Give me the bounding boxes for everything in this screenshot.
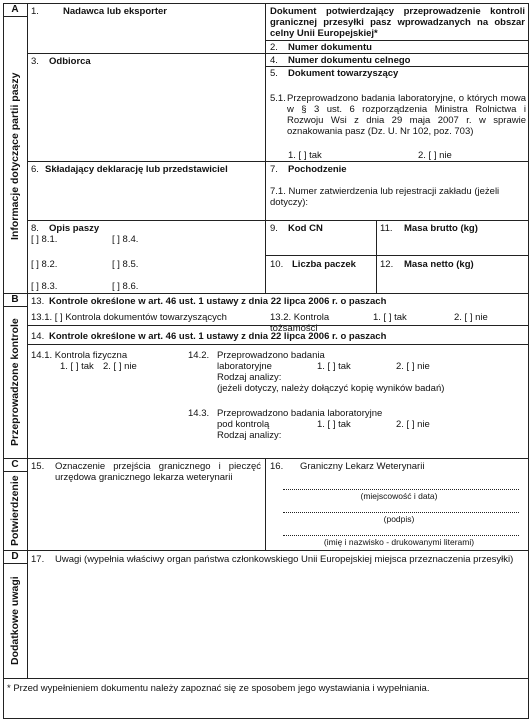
field-13-2-no[interactable]: 2. [ ] nie [454,312,488,323]
field-3-consignee[interactable]: 3. Odbiorca [31,56,91,67]
field-14-3-yes[interactable]: 1. [ ] tak [317,419,351,430]
field-15-border-post-stamp[interactable]: 15. Oznaczenie przejścia granicznego i pieczęć urzędowa granicznego lekarza weterynarii [31,461,261,483]
field-14-3-analysis-type[interactable]: Rodzaj analizy: [217,430,282,441]
field-14-2-analysis-type[interactable]: Rodzaj analizy: [217,372,282,383]
footnote: * Przed wypełnieniem dokumentu należy zapoznać się ze sposobem jego wystawiania i wypełniania. [7,683,430,694]
column-divider-c [265,458,266,550]
section-label-a: Informacje dotyczące partii paszy [9,72,21,240]
place-date-line[interactable] [283,488,519,490]
field-14-2-lab-tests: Przeprowadzono badania [217,350,325,361]
place-date-caption: (miejscowość i data) [360,491,438,501]
field-14-2-line2: laboratoryjne [217,361,272,372]
signature-caption: (podpis) [383,514,415,524]
field-14-controls: 14. Kontrole określone w art. 46 ust. 1 ustawy z dnia 22 lipca 2006 r. o paszach [31,331,387,342]
section-letter-d: D [11,551,19,562]
field-13-2-identity-check: 13.2. Kontrola tożsamości [270,312,330,334]
field-1-sender[interactable]: 1. Nadawca lub eksporter [31,6,168,17]
field-14-2-no[interactable]: 2. [ ] nie [396,361,430,372]
section-letter-c: C [11,459,19,470]
field-14-2-note: (jeżeli dotyczy, należy dołączyć kopię wyników badań) [217,383,445,394]
field-9-cn-code[interactable]: 9. Kod CN [270,223,323,234]
name-caption: (imię i nazwisko - drukowanymi literami) [323,537,475,547]
field-14-3-no[interactable]: 2. [ ] nie [396,419,430,430]
feed-option-8-3[interactable]: [ ] 8.3. [31,281,58,292]
field-10-number-of-packages[interactable]: 10. Liczba paczek [270,259,356,270]
field-6-declarant[interactable]: 6. Składający deklarację lub przedstawiciel [31,164,228,175]
feed-option-8-2[interactable]: [ ] 8.2. [31,259,58,270]
field-14-3-num: 14.3. [188,408,210,419]
field-7-origin[interactable]: 7. Pochodzenie [270,164,347,175]
section-label-d: Dodatkowe uwagi [9,576,21,665]
feed-option-8-6[interactable]: [ ] 8.6. [112,281,139,292]
signature-line[interactable] [283,511,519,513]
section-letter-b: B [11,294,19,305]
field-7-1-establishment-number[interactable]: 7.1. Numer zatwierdzenia lub rejestracji zakładu (jeżeli dotyczy): [270,186,500,208]
field-14-3-lab-tests: Przeprowadzono badania laboratoryjne [217,408,383,419]
section-letter-a: A [11,4,19,15]
feed-option-8-5[interactable]: [ ] 8.5. [112,259,139,270]
field-13-1-document-check[interactable]: 13.1. [ ] Kontrola dokumentów towarzyszących [31,312,227,323]
field-5-1-lab-tests: 5.1. Przeprowadzono badania laboratoryjne, o których mowa w § 3 ust. 6 rozporządzenia Ministra Rolnictwa i Rozwoju Wsi z dnia 29 maja 2007 r. w sprawie oznakowania pasz (Dz. U. Nr 102, poz. 703) [270,93,526,137]
field-14-1-no[interactable]: 2. [ ] nie [103,361,137,372]
field-14-3-line2: pod kontrolą [217,419,270,430]
section-label-c: Potwierdzenie [9,475,21,546]
field-11-gross-weight[interactable]: 11. Masa brutto (kg) [380,223,478,234]
field-12-net-weight[interactable]: 12. Masa netto (kg) [380,259,474,270]
field-8-feed-description: 8. Opis paszy [31,223,100,234]
feed-option-8-1[interactable]: [ ] 8.1. [31,234,58,245]
section-column-divider [27,3,28,678]
feed-option-8-4[interactable]: [ ] 8.4. [112,234,139,245]
field-4-customs-document-number[interactable]: 4. Numer dokumentu celnego [270,55,411,66]
field-14-2-yes[interactable]: 1. [ ] tak [317,361,351,372]
field-13-controls: 13. Kontrole określone w art. 46 ust. 1 ustawy z dnia 22 lipca 2006 r. o paszach [31,296,387,307]
field-2-document-number[interactable]: 2. Numer dokumentu [270,42,372,53]
field-13-2-yes[interactable]: 1. [ ] tak [373,312,407,323]
field-5-1-no[interactable]: 2. [ ] nie [418,150,452,161]
field-16-border-veterinarian: 16. Graniczny Lekarz Weterynarii [270,461,425,472]
section-label-b: Przeprowadzone kontrole [9,318,21,446]
document-title: Dokument potwierdzający przeprowadzenie kontroli granicznej przesyłki pasz wprowadzanych na obszar celny Unii Europejskiej* [270,6,525,39]
field-5-1-yes[interactable]: 1. [ ] tak [288,150,322,161]
field-5-accompanying-document[interactable]: 5. Dokument towarzyszący [270,68,399,79]
field-14-1-physical-check: 14.1. Kontrola fizyczna [31,350,128,361]
name-line[interactable] [283,534,519,536]
field-14-2-num: 14.2. [188,350,210,361]
field-17-remarks[interactable]: 17. Uwagi (wypełnia właściwy organ państwa członkowskiego Unii Europejskiej miejsca przeznaczenia przesyłki) [31,554,514,565]
field-14-1-yes[interactable]: 1. [ ] tak [60,361,94,372]
